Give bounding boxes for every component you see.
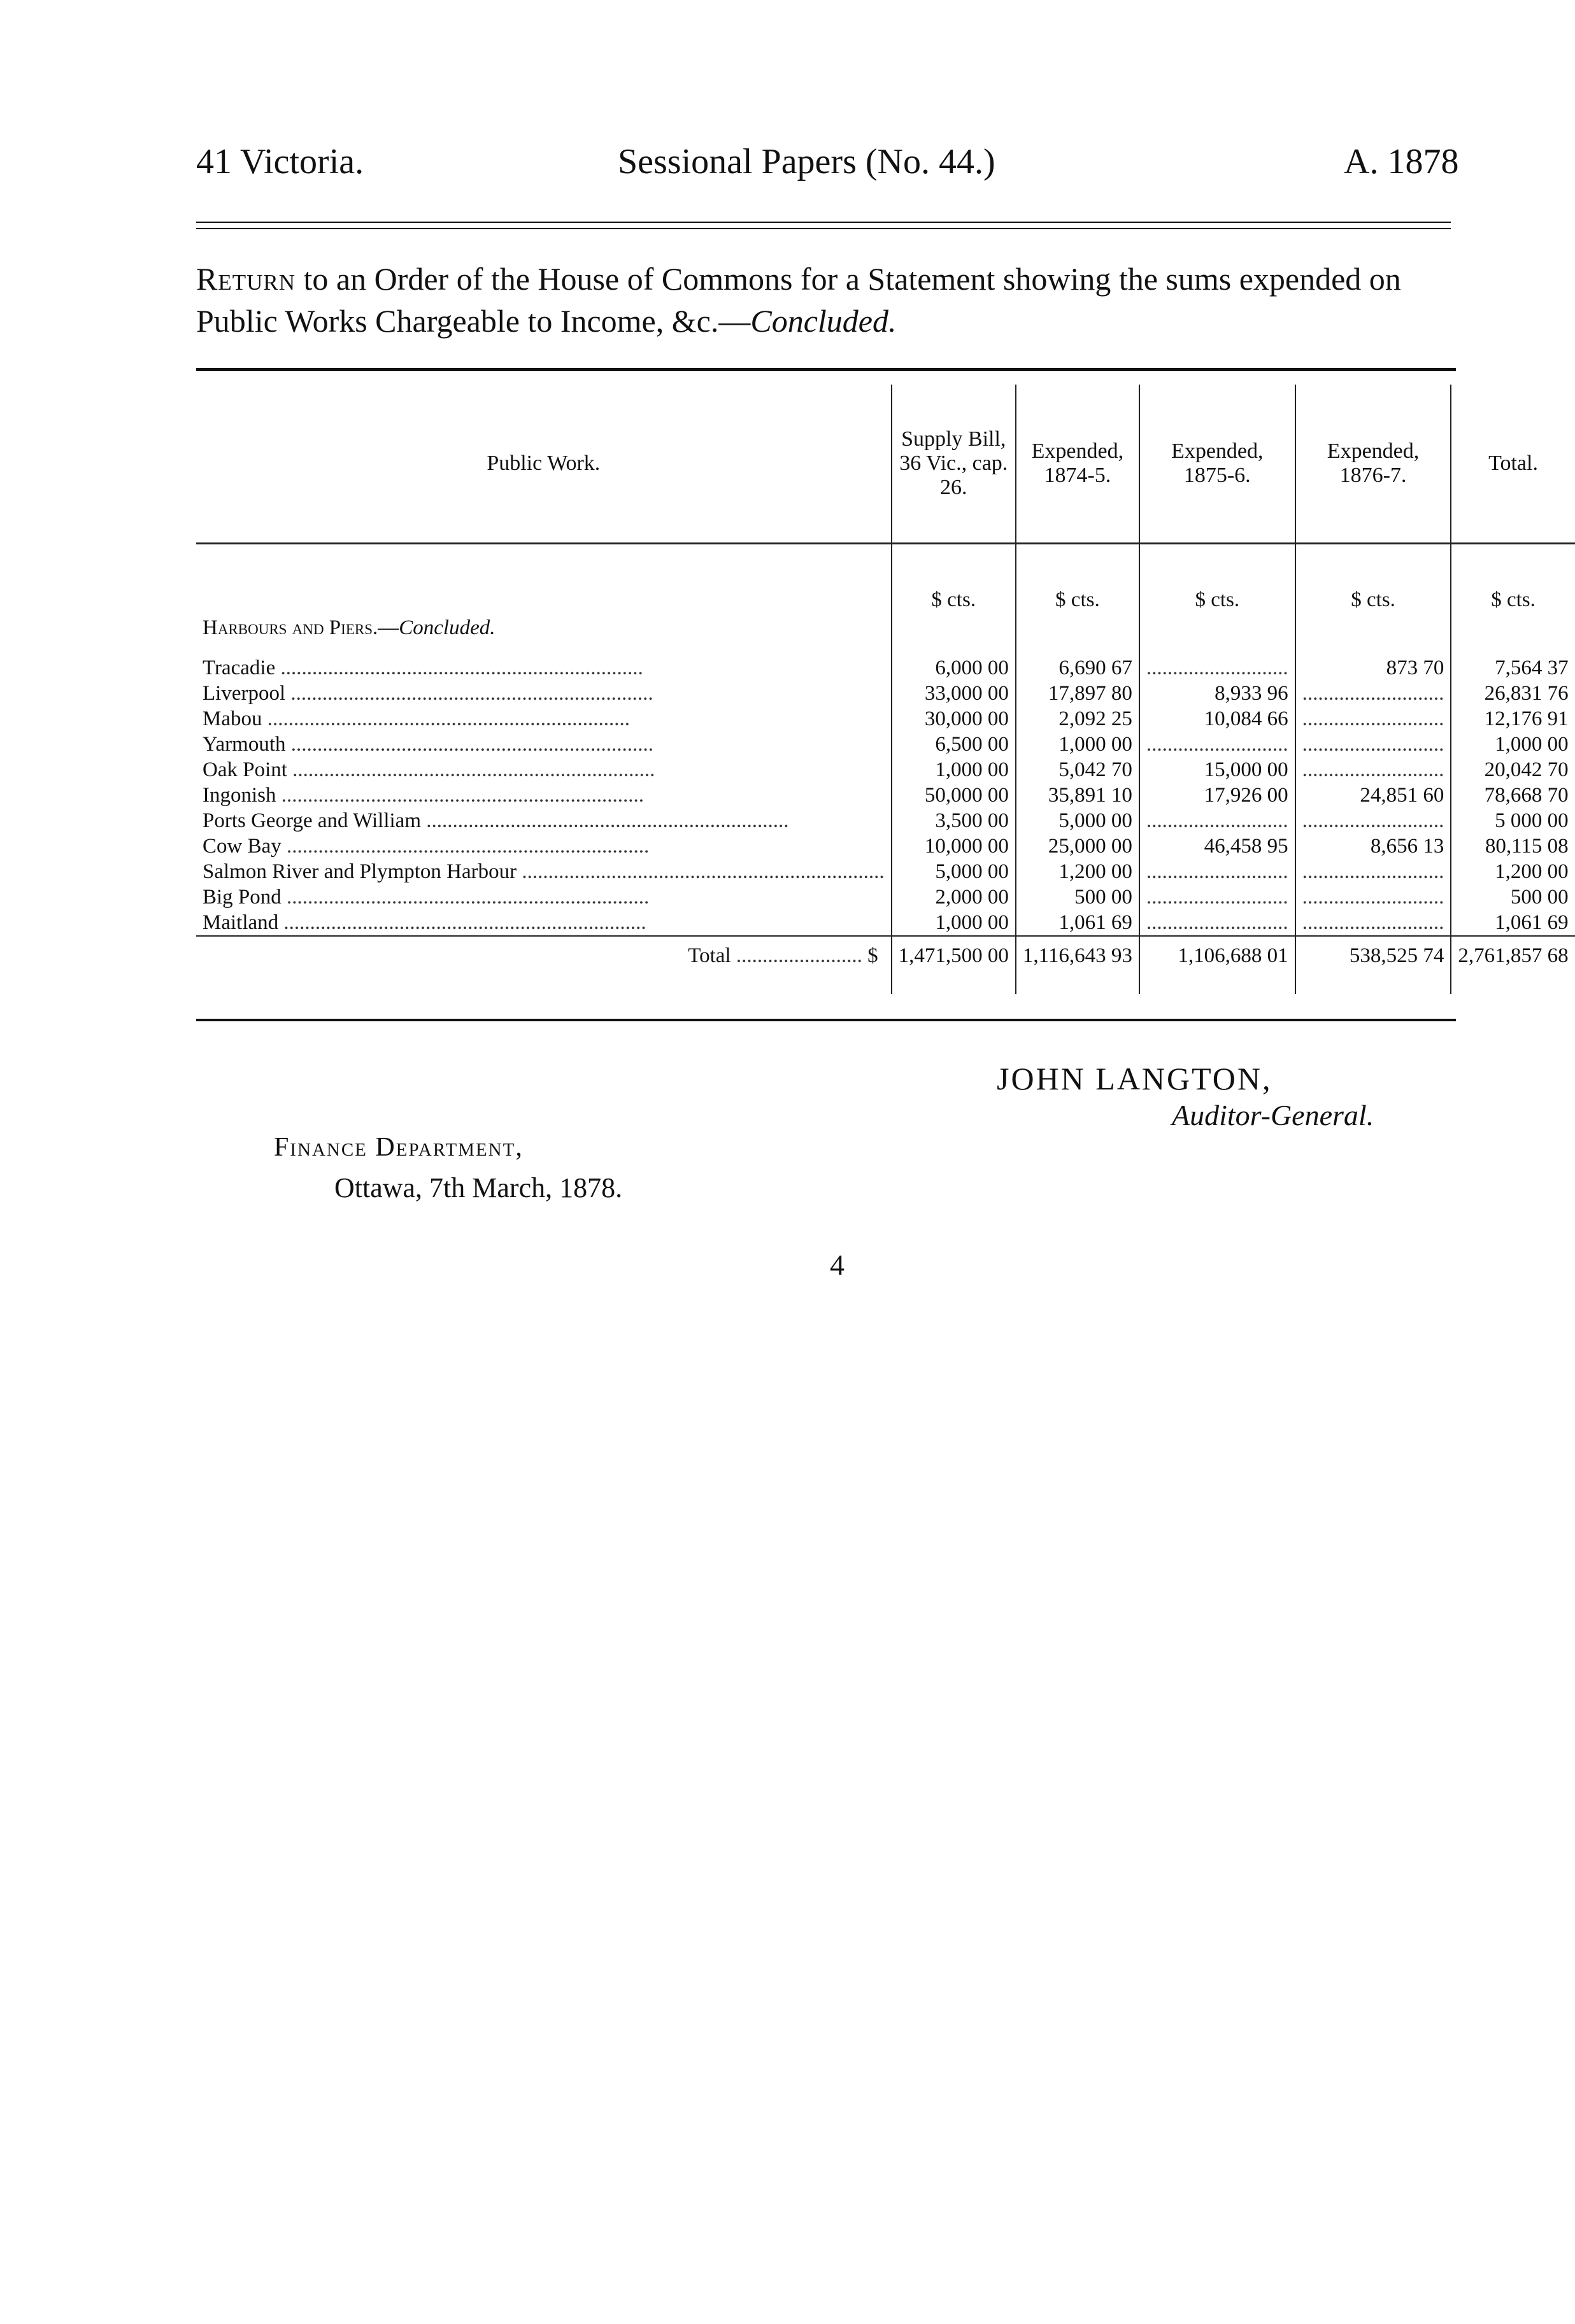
row-name [196,808,892,833]
page-number: 4 [830,1249,845,1281]
col-header-total: Total. [1451,385,1574,544]
units-expended-1875: $ cts. [1139,544,1295,656]
return-word: Return [196,261,296,297]
row-expended-1875: 10,084 66 [1139,706,1295,732]
row-expended-1876 [1295,910,1451,936]
row-expended-1876: 873 70 [1295,655,1451,681]
section-heading-concluded: Concluded. [399,616,495,639]
row-expended-1875: 17,926 00 [1139,783,1295,808]
row-name [196,783,892,808]
row-name-text: Salmon River and Plympton Harbour [203,860,517,883]
row-supply: 5,000 00 [892,859,1016,884]
table-row [196,859,1575,884]
totals-label: Total [688,944,731,967]
row-name [196,833,892,859]
table-row [196,783,1575,808]
row-name [196,859,892,884]
table-bottom-rule [196,1019,1456,1021]
table-row [196,757,1575,783]
row-name [196,732,892,757]
row-supply: 2,000 00 [892,884,1016,910]
row-expended-1874: 1,200 00 [1016,859,1139,884]
row-name-text: Liverpool [203,682,286,705]
row-leader-dots [285,682,653,705]
totals-leader-dots: ........................ [730,944,868,967]
row-supply: 30,000 00 [892,706,1016,732]
signature-title: Auditor-General. [1172,1099,1374,1131]
row-expended-1876 [1295,706,1451,732]
section-heading [196,544,892,656]
row-name-text: Cow Bay [203,835,282,858]
expenditure-table [196,385,1575,994]
row-expended-1874: 1,000 00 [1016,732,1139,757]
totals-currency: $ [867,944,878,967]
table-row [196,655,1575,681]
row-leader-dots [262,707,631,730]
units-expended-1874: $ cts. [1016,544,1139,656]
table-row [196,808,1575,833]
table-row [196,884,1575,910]
table-row [196,706,1575,732]
row-expended-1875 [1139,859,1295,884]
col-header-expended-1875: Expended, 1875-6. [1139,385,1295,544]
row-supply: 50,000 00 [892,783,1016,808]
row-name [196,910,892,936]
row-expended-1875 [1139,910,1295,936]
intro-concluded: Concluded. [750,303,897,339]
header-rule-top [196,222,1451,223]
row-leader-dots [282,886,650,909]
row-expended-1876: 24,851 60 [1295,783,1451,808]
place-date: Ottawa, 7th March, 1878. [334,1172,623,1203]
row-leader-dots [286,733,654,756]
row-name-text: Maitland [203,911,279,934]
row-supply: 1,000 00 [892,910,1016,936]
row-name-text: Yarmouth [203,733,286,756]
row-expended-1875 [1139,655,1295,681]
row-total: 20,042 70 [1451,757,1574,783]
finance-department: Finance Department, [274,1133,524,1162]
row-leader-dots [275,656,643,679]
row-total: 26,831 76 [1451,681,1574,706]
row-expended-1875: 15,000 00 [1139,757,1295,783]
row-expended-1875 [1139,884,1295,910]
row-expended-1875 [1139,732,1295,757]
row-leader-dots [282,835,650,858]
row-expended-1874: 1,061 69 [1016,910,1139,936]
row-total: 500 00 [1451,884,1574,910]
row-name [196,706,892,732]
units-supply: $ cts. [892,544,1016,656]
col-header-expended-1876: Expended, 1876-7. [1295,385,1451,544]
intro-text: to an Order of the House of Commons for a Statement showing the sums expended on Public Works Chargeable to Income, &c.— [196,261,1401,339]
table-header-row [196,385,1575,544]
table-body [196,655,1575,936]
row-total: 12,176 91 [1451,706,1574,732]
totals-row [196,936,1575,994]
row-expended-1874: 6,690 67 [1016,655,1139,681]
row-expended-1875: 46,458 95 [1139,833,1295,859]
row-expended-1875 [1139,808,1295,833]
row-total: 1,061 69 [1451,910,1574,936]
row-expended-1876 [1295,757,1451,783]
header-left: 41 Victoria. [196,142,364,181]
totals-expended-1875: 1,106,688 01 [1139,936,1295,994]
row-name-text: Ports George and William [203,809,421,832]
row-supply: 3,500 00 [892,808,1016,833]
row-name-text: Oak Point [203,758,287,781]
row-name [196,681,892,706]
intro-paragraph [196,258,1451,342]
header-rule-bottom [196,228,1451,229]
table-row [196,910,1575,936]
row-supply: 33,000 00 [892,681,1016,706]
row-expended-1874: 5,000 00 [1016,808,1139,833]
row-leader-dots [421,809,789,832]
row-expended-1874: 25,000 00 [1016,833,1139,859]
table-row [196,833,1575,859]
row-supply: 6,000 00 [892,655,1016,681]
row-name [196,884,892,910]
col-header-public-work: Public Work. [196,385,892,544]
table-top-rule [196,368,1456,371]
totals-expended-1874: 1,116,643 93 [1016,936,1139,994]
row-expended-1874: 5,042 70 [1016,757,1139,783]
row-expended-1876 [1295,732,1451,757]
row-total: 1,000 00 [1451,732,1574,757]
table-row [196,681,1575,706]
row-name-text: Ingonish [203,784,276,807]
row-total: 80,115 08 [1451,833,1574,859]
row-expended-1875: 8,933 96 [1139,681,1295,706]
row-expended-1876: 8,656 13 [1295,833,1451,859]
row-leader-dots [276,784,645,807]
totals-expended-1876: 538,525 74 [1295,936,1451,994]
row-name [196,655,892,681]
row-expended-1876 [1295,884,1451,910]
units-total: $ cts. [1451,544,1574,656]
units-row [196,544,1575,656]
totals-supply: 1,471,500 00 [892,936,1016,994]
row-expended-1876 [1295,681,1451,706]
row-name-text: Big Pond [203,886,282,909]
section-heading-label: Harbours and Piers.— [203,616,399,639]
row-expended-1876 [1295,808,1451,833]
row-total: 78,668 70 [1451,783,1574,808]
row-total: 7,564 37 [1451,655,1574,681]
row-name-text: Mabou [203,707,262,730]
row-leader-dots [287,758,655,781]
row-name [196,757,892,783]
row-leader-dots [278,911,646,934]
totals-total: 2,761,857 68 [1451,936,1574,994]
units-expended-1876: $ cts. [1295,544,1451,656]
row-total: 5 000 00 [1451,808,1574,833]
row-expended-1874: 500 00 [1016,884,1139,910]
row-supply: 10,000 00 [892,833,1016,859]
row-expended-1874: 35,891 10 [1016,783,1139,808]
header-center: Sessional Papers (No. 44.) [618,142,995,181]
totals-label-cell [196,936,892,994]
row-expended-1874: 2,092 25 [1016,706,1139,732]
col-header-expended-1874: Expended, 1874-5. [1016,385,1139,544]
signature-name: JOHN LANGTON, [997,1061,1272,1096]
header-right: A. 1878 [1344,142,1459,181]
row-expended-1874: 17,897 80 [1016,681,1139,706]
row-total: 1,200 00 [1451,859,1574,884]
row-leader-dots [517,860,885,883]
col-header-supply: Supply Bill, 36 Vic., cap. 26. [892,385,1016,544]
row-supply: 1,000 00 [892,757,1016,783]
table-row [196,732,1575,757]
row-expended-1876 [1295,859,1451,884]
row-supply: 6,500 00 [892,732,1016,757]
row-name-text: Tracadie [203,656,276,679]
